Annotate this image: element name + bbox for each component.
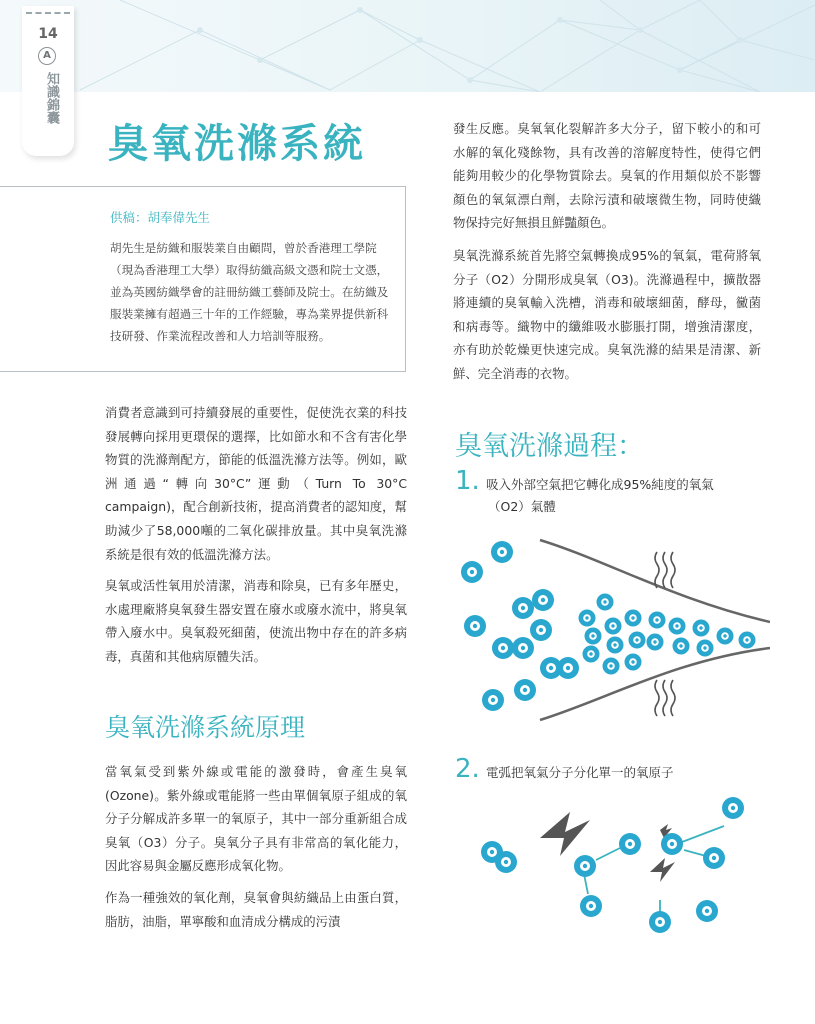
step-1-text [486,474,714,518]
header-band [0,0,815,92]
step-1-line-1: 吸入外部空氣把它轉化成95%純度的氧氣 [486,477,714,492]
contributor-credit: 供稿：胡奉偉先生 [110,210,211,225]
oxidant-paragraph: 作為一種強效的氧化劑，臭氧會與紡織品上由蛋白質，脂肪，油脂，單寧酸和血清成分構成的污漬 [105,890,407,929]
lightning-bolt-icon [540,812,590,856]
network-pattern [0,0,815,92]
electric-arc-diagram [470,790,770,940]
section-label: 知識錦囊 [44,72,59,124]
step-1-line-2: （O2）氣體 [488,499,556,514]
heat-waves-icon [655,552,675,716]
section-badge-icon: A [38,47,56,65]
principle-paragraph: 當氧氣受到紫外線或電能的激發時，會產生臭氧(Ozone)。紫外線或電能將一些由單個氧原子組成的氧分子分解成許多單一的氧原子，其中一部分重新組合成臭氧（O3）分子。臭氧分子具有非常高的氧化能力，因此容易與金屬反應形成氧化物。 [105,764,407,874]
page-number: 14 [38,26,58,42]
reaction-paragraph: 發生反應。臭氧氧化裂解許多大分子，留下較小的和可水解的氧化殘餘物，具有改善的溶解度特性，使得它們能夠用較少的化學物質除去。臭氧的作用類似於不影響顏色的氧氣漂白劑，去除污漬和破壞微生物，同時使織物保持完好無損且鮮豔顏色。 [453,121,761,231]
lightning-bolt-icon [650,858,675,882]
article-title: 臭氧洗滌系統 [108,121,366,167]
contributor-bio: 胡先生是紡織和服裝業自由顧問，曾於香港理工學院（現為香港理工大學）取得紡織高級文憑和院士文憑，並為英國紡織學會的註冊紡織工藝師及院士。在紡織及服裝業擁有超過三十年的工作經驗，專為業界提供新科技研發、作業流程改善和人力培訓等服務。 [110,241,389,343]
ozone-funnel-diagram [455,530,770,730]
intro-paragraph: 消費者意識到可持續發展的重要性，促使洗衣業的科技發展轉向採用更環保的選擇，比如節水和不含有害化學物質的洗滌劑配方，節能的低溫洗滌方法等。例如，歐洲通過“轉向30°C”運動（Turn To 30°C campaign)，配合創新技術，提高消費者的認知度，幫助減少了58,000噸的二氧化碳排放量。其中臭氧洗滌系統是很有效的低溫洗滌方法。 [105,405,407,562]
process-heading: 臭氧洗滌過程： [455,431,644,462]
step-2-number: 2. [455,754,480,784]
ozone-history-paragraph: 臭氧或活性氧用於清潔，消毒和除臭，已有多年歷史，水處理廠將臭氧發生器安置在廢水或廢水流中，將臭氧帶入廢水中。臭氧殺死細菌，使流出物中存在的許多病毒，真菌和其他病原體失活。 [105,578,407,664]
principle-heading: 臭氧洗滌系統原理 [105,713,306,742]
tab-dash-line [26,12,70,14]
step-2-text: 電弧把氧氣分子分化單一的氧原子 [486,765,674,780]
step-1-number: 1. [455,466,480,496]
system-paragraph: 臭氧洗滌系統首先將空氣轉換成95%的氧氣，電荷將氧分子（O2）分開形成臭氧（O3)。洗滌過程中，擴散器將連續的臭氧輸入洗槽，消毒和破壞細菌，酵母，黴菌和病毒等。織物中的纖維吸水膨脹打開，增強清潔度，亦有助於乾燥更快速完成。臭氧洗滌的結果是清潔、新鮮、完全消毒的衣物。 [453,248,761,381]
